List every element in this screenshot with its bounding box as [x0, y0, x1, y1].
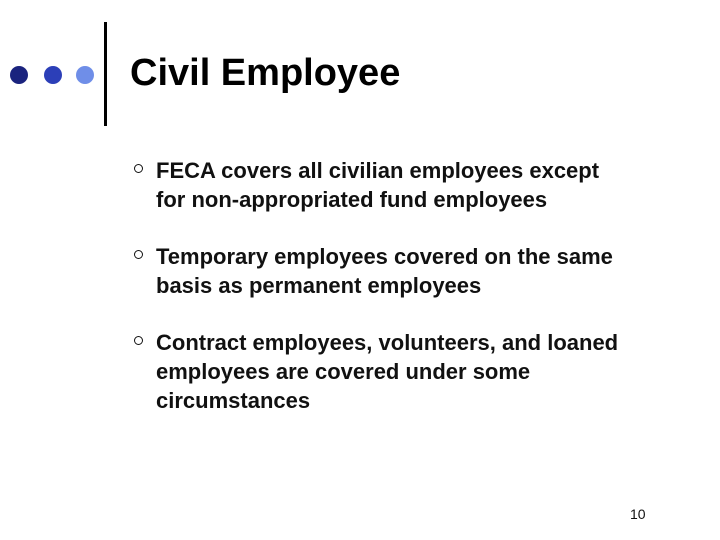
- circle-dark-icon: [10, 66, 28, 84]
- bullet-list: [130, 156, 700, 443]
- bullet-item: [130, 156, 700, 214]
- page-number: 10: [630, 506, 646, 522]
- circle-light-icon: [76, 66, 94, 84]
- bullet-text: FECA covers all civilian employees except for non-appropriated fund employees: [156, 158, 600, 212]
- bullet-item: [130, 242, 700, 300]
- hollow-circle-bullet-icon: [134, 164, 143, 173]
- slide-title: Civil Employee: [130, 52, 401, 94]
- circle-mid-icon: [44, 66, 62, 84]
- bullet-text: Temporary employees covered on the same basis as permanent employees: [156, 244, 613, 298]
- bullet-text: Contract employees, volunteers, and loaned employees are covered under some circumstances: [156, 330, 619, 413]
- bullet-item: [130, 328, 700, 415]
- hollow-circle-bullet-icon: [134, 250, 143, 259]
- decorative-dots: [0, 0, 110, 140]
- title-divider: [104, 22, 107, 126]
- hollow-circle-bullet-icon: [134, 336, 143, 345]
